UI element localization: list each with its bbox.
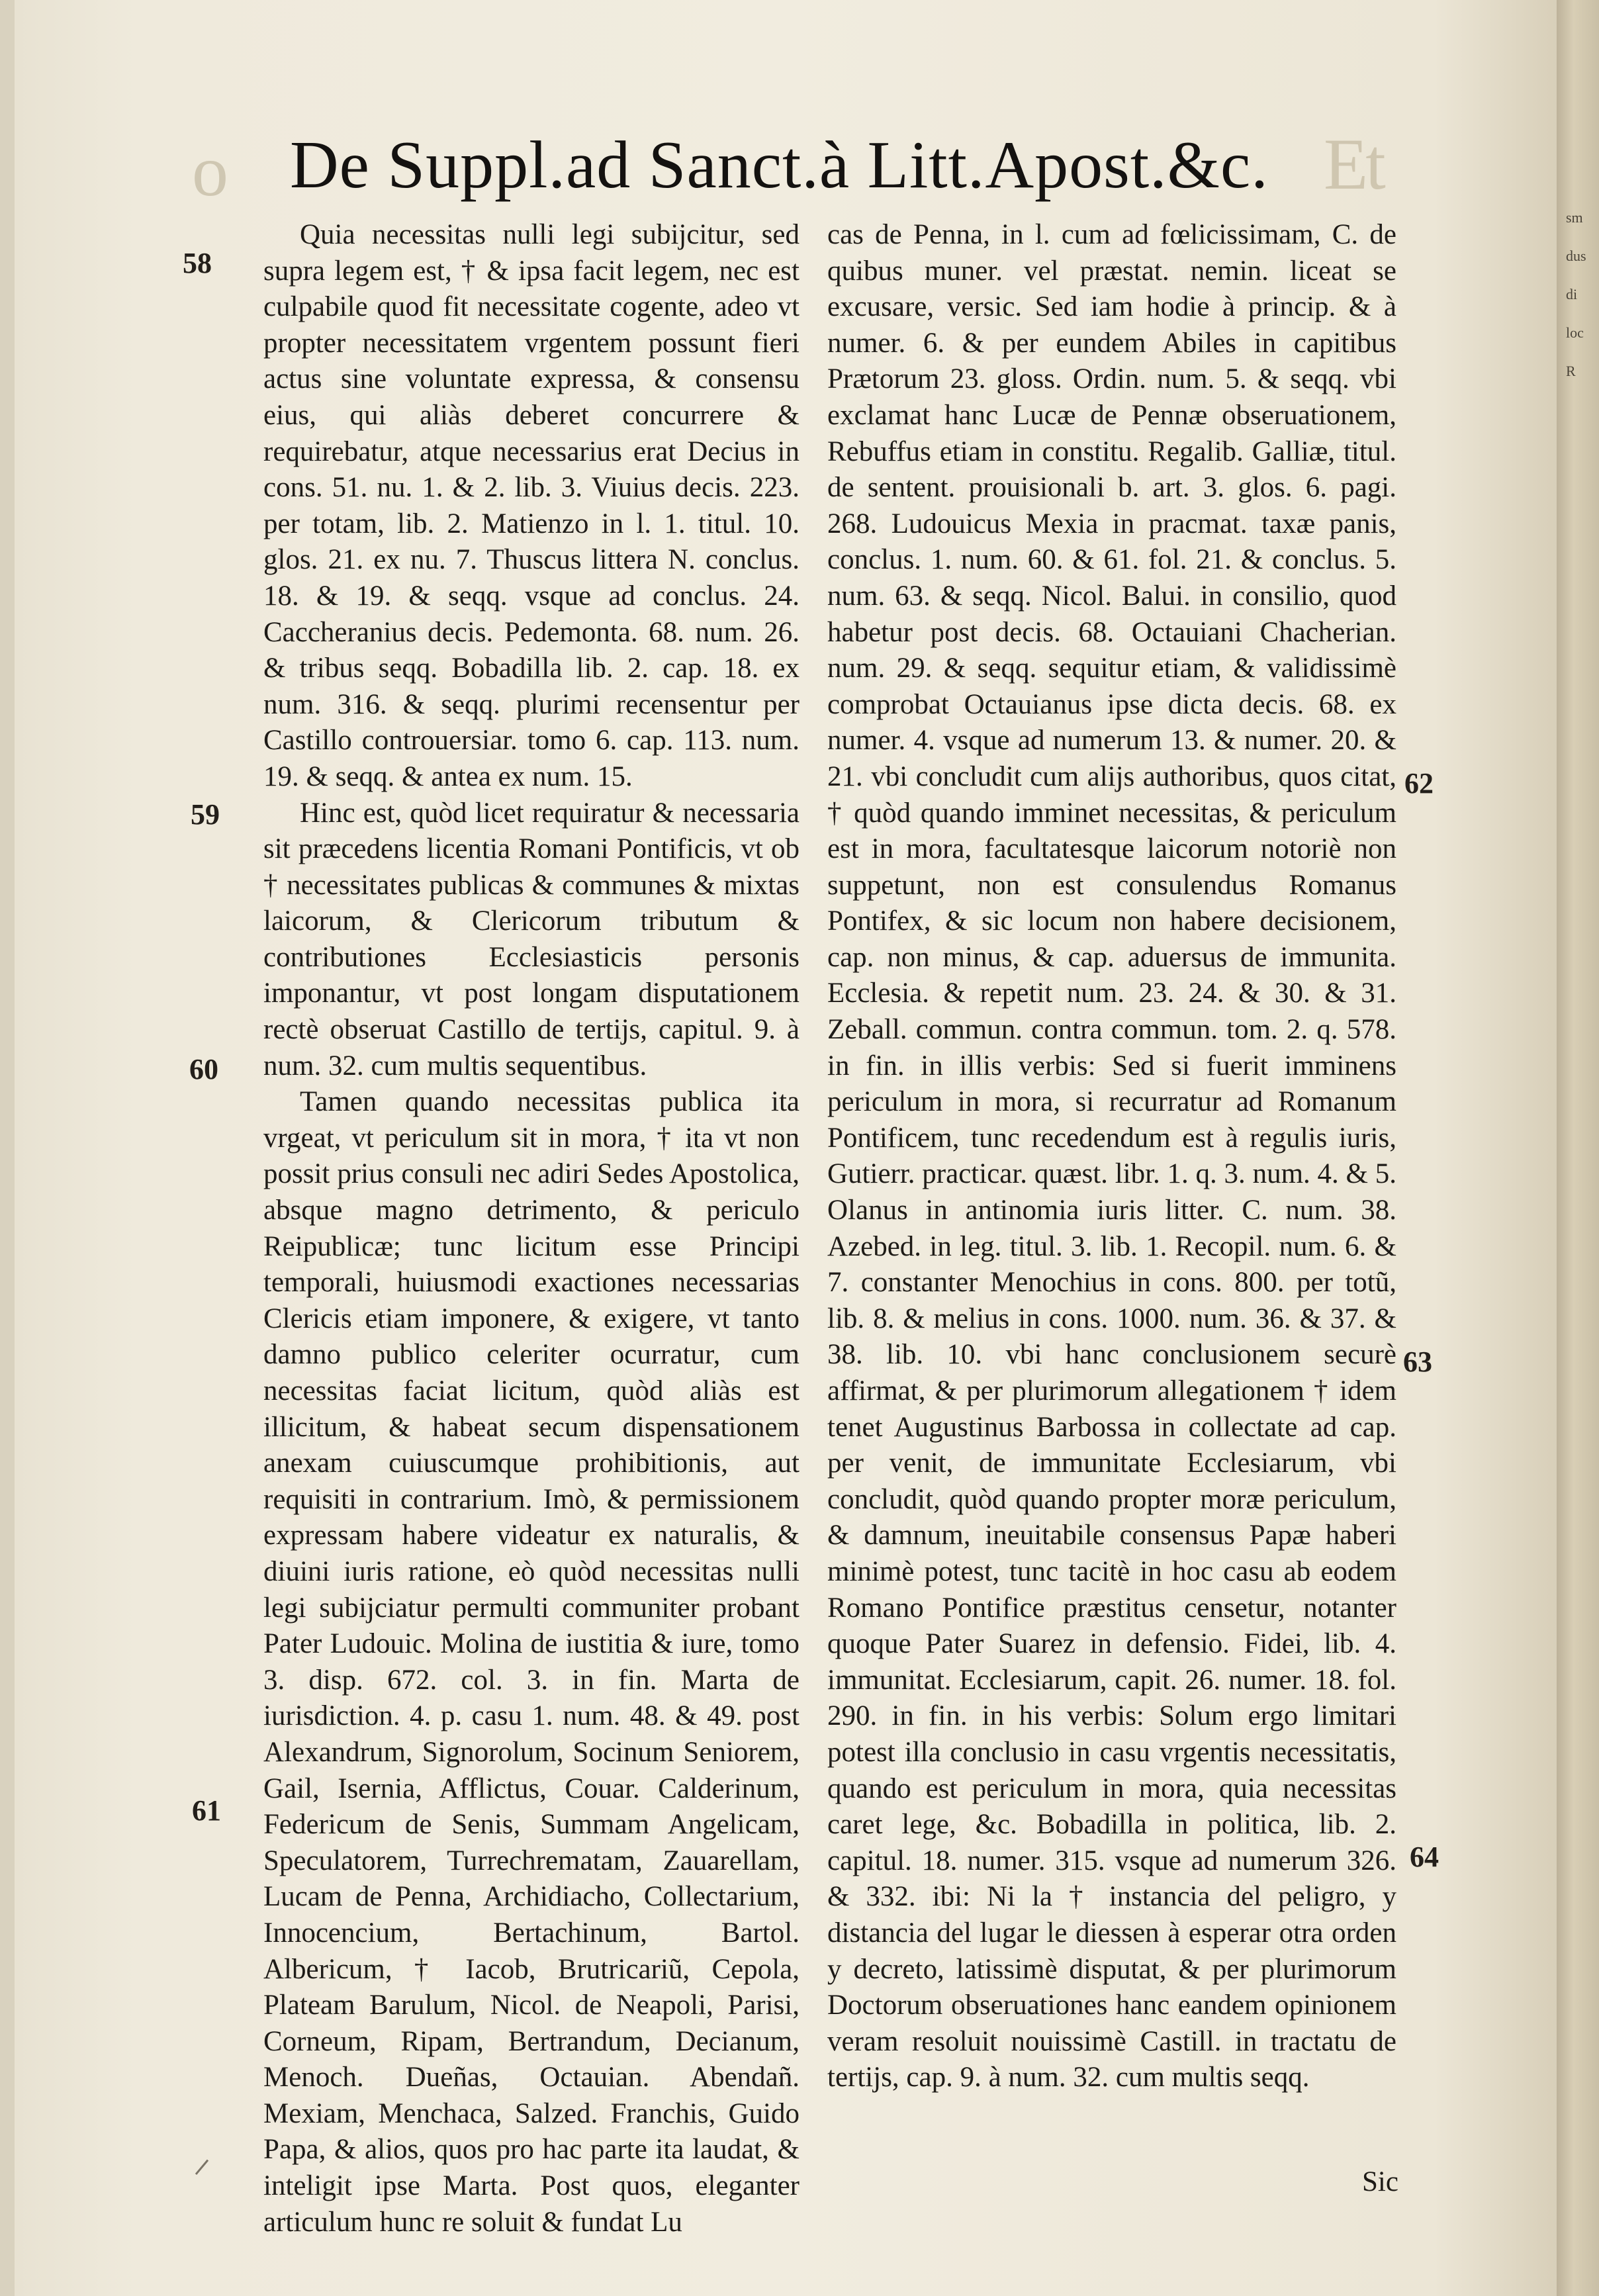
margin-number: 62 bbox=[1404, 767, 1434, 800]
show-through-text-left: o bbox=[192, 130, 226, 211]
margin-number: 64 bbox=[1410, 1841, 1439, 1873]
paragraph: Quia necessitas nulli legi subijcitur, sed supra legem est, † & ipsa facit legem, nec est culpabile quod fit necessitate cogente, adeo vt propter necessitatem vrgentem possunt fieri actus sine voluntate expressa, & consensu eius, qui aliàs deberet concurrere & requirebatur, atque necessarius erat Decius in cons. 51. nu. 1. & 2. lib. 3. Viuius decis. 223. per totam, lib. 2. Matienzo in l. 1. titul. 10. glos. 21. ex nu. 7. Thuscus littera N. conclus. 18. & 19. & seqq. vsque ad conclus. 24. Caccheranius decis. Pedemonta. 68. num. 26. & tribus seqq. Bobadilla lib. 2. cap. 18. ex num. 316. & seqq. plurimi recensentur per Castillo controuersiar. tomo 6. cap. 113. num. 19. & seqq. & antea ex num. 15. bbox=[263, 219, 799, 792]
margin-number: 63 bbox=[1403, 1346, 1432, 1378]
margin-number: 61 bbox=[192, 1794, 221, 1827]
left-column bbox=[263, 217, 799, 2240]
margin-number: 58 bbox=[183, 247, 212, 279]
show-through-text-right: Et bbox=[1324, 124, 1383, 205]
paragraph: Tamen quando necessitas publica ita vrgeat, vt periculum sit in mora, † ita vt non possit prius consuli nec adiri Sedes Apostolica, absque magno detrimento, & periculo Reipublicæ; tunc licitum esse Principi temporali, huiusmodi exactiones necessarias Clericis etiam imponere, & exigere, vt tanto damno publico celeriter ocurratur, cum necessitas faciat licitum, quòd aliàs est illicitum, & habeat secum dispensationem anexam cuiuscumque prohibitionis, aut requisiti in contrarium. Imò, & permissionem expressam habere videatur ex naturalis, & diuini iuris ratione, eò quòd necessitas nulli legi subijciatur permulti communiter probant Pater Ludouic. Molina de iustitia & iure, tomo 3. disp. 672. col. 3. in fin. Marta de iurisdiction. 4. p. casu 1. num. 48. & 49. post Alexandrum, Signorolum, Socinum Seniorem, Gail, Isernia, Afflictus, Couar. Calderinum, Federicum de Senis, Summam Angelicam, Speculatorem, Turrechrematam, Zauarellam, Lucam de Penna, Archidiacho, Collectarium, Innocencium, Bertachinum, Bartol. Albericum, † Iacob, Brutricariũ, Cepola, Plateam Barulum, Nicol. de Neapoli, Parisi, Corneum, Ripam, Bertrandum, Decianum, Menoch. Dueñas, Octauian. Abendañ. Mexiam, Menchaca, Salzed. Franchis, Guido Papa, & alios, quos pro hac parte ita laudat, & inteligit ipse Marta. Post quos, eleganter articulum hunc re soluit & fundat Lu bbox=[263, 1086, 799, 2238]
margin-number: 59 bbox=[191, 798, 220, 831]
fragment: loc bbox=[1566, 324, 1584, 341]
fragment: di bbox=[1566, 286, 1578, 302]
margin-number: 60 bbox=[189, 1053, 218, 1085]
catchword: Sic bbox=[1362, 2166, 1398, 2197]
fragment: dus bbox=[1566, 248, 1586, 264]
running-head: De Suppl.ad Sanct.à Litt.Apost.&c. bbox=[290, 128, 1269, 203]
adjacent-page-fragments bbox=[1566, 199, 1595, 390]
right-column bbox=[827, 217, 1396, 2096]
paragraph: cas de Penna, in l. cum ad fœlicissimam, C. de quibus muner. vel præstat. nemin. liceat se excusare, versic. Sed iam hodie à princip. & à numer. 6. & per eundem Abiles in capitibus Prætorum 23. gloss. Ordin. num. 5. & seqq. vbi exclamat hanc Lucæ de Pennæ obseruationem, Rebuffus etiam in constitu. Regalib. Galliæ, titul. de sentent. prouisionali b. art. 3. glos. 6. pagi. 268. Ludouicus Mexia in pracmat. taxæ panis, conclus. 1. num. 60. & 61. fol. 21. & conclus. 5. num. 63. & seqq. Nicol. Balui. in consilio, quod habetur post decis. 68. Octauiani Chacherian. num. 29. & seqq. sequitur etiam, & validissimè comprobat Octauianus ipse dicta decis. 68. ex numer. 4. vsque ad numerum 13. & numer. 20. & 21. vbi concludit cum alijs authoribus, quos citat, † quòd quando imminet necessitas, & periculum est in mora, facultatesque laicorum notoriè non suppetunt, non est consulendus Romanus Pontifex, & sic locum non habere decisionem, cap. non minus, & cap. aduersus de immunita. Ecclesia. & repetit num. 23. 24. & 30. & 31. Zeball. commun. contra commun. tom. 2. q. 578. in fin. in illis verbis: Sed si fuerit imminens periculum in mora, si recurratur ad Romanum Pontificem, tunc recedendum est à regulis iuris, Gutierr. practicar. quæst. libr. 1. q. 3. num. 4. & 5. Olanus in antinomia iuris litter. C. num. 38. Azebed. in leg. titul. 3. lib. 1. Recopil. num. 6. & 7. constanter Menochius in cons. 800. per totũ, lib. 8. & melius in cons. 1000. num. 36. & 37. & 38. lib. 10. vbi hanc conclusionem securè affirmat, & per plurimorum allegationem † idem tenet Augustinus Barbossa in collectate ad cap. per venit, de immunitate Ecclesiarum, vbi concludit, quòd quando propter moræ periculum, & damnum, ineuitabile consensus Papæ haberi minimè potest, tunc tacitè in hoc casu ab eodem Romano Pontifice præstitus censetur, notanter quoque Pater Suarez in defensio. Fidei, lib. 4. immunitat. Ecclesiarum, capit. 26. numer. 18. fol. 290. in fin. in his verbis: Solum ergo limitari potest illa conclusio in casu vrgentis necessitatis, quando est periculum in mora, quia necessitas caret lege, &c. Bobadilla in politica, lib. 2. capitul. 18. numer. 315. vsque ad numerum 326. & 332. ibi: Ni la † instancia del peligro, y distancia del lugar le diessen à esperar otra orden y decreto, latissimè disputat, & per plurimorum Doctorum obseruationes hanc eandem opinionem veram resoluit nouissimè Castill. in tractatu de tertijs, cap. 9. à num. 32. cum multis seqq. bbox=[827, 219, 1396, 2093]
fragment: sm bbox=[1566, 209, 1583, 226]
paragraph: Hinc est, quòd licet requiratur & necessaria sit præcedens licentia Romani Pontificis, vt ob † necessitates publicas & communes & mixtas laicorum, & Clericorum tributum & contributiones Ecclesiasticis personis imponantur, vt post longam disputationem rectè obseruat Castillo de tertijs, capitul. 9. à num. 32. cum multis sequentibus. bbox=[263, 797, 799, 1081]
fragment: R bbox=[1566, 363, 1576, 379]
